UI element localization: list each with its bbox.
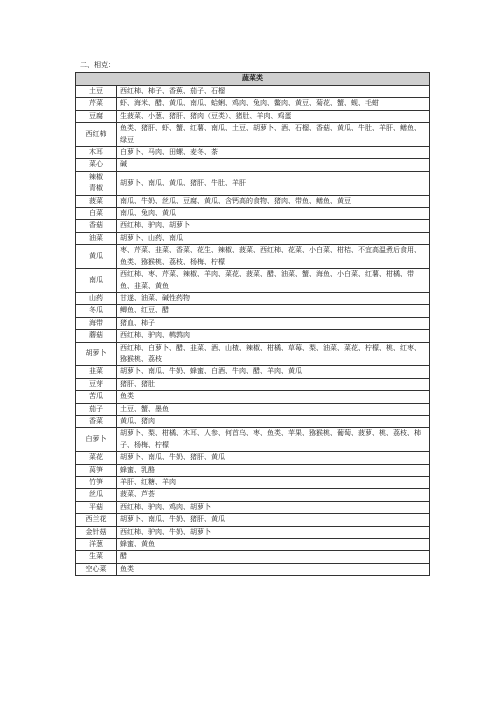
table-row <box>76 391 430 403</box>
table-row <box>76 514 430 526</box>
table-row <box>76 305 430 317</box>
table-row <box>76 489 430 501</box>
table-row <box>76 464 430 476</box>
table-row <box>76 551 430 563</box>
vegetable-name: 菜花 <box>76 452 117 464</box>
conflicting-foods: 虾、海米、醋、黄瓜、南瓜、蛤蜊、鸡肉、兔肉、鳖肉、黄豆、菊花、蟹、蚬、毛蚶 <box>117 98 430 110</box>
section-title: 二、相克： <box>80 61 115 69</box>
table-row <box>76 86 430 98</box>
conflicting-foods: 猪血、柿子 <box>117 317 430 329</box>
vegetable-name: 土豆 <box>76 86 117 98</box>
conflicting-foods: 枣、芹菜、韭菜、香菜、花生、辣椒、菠菜、西红柿、花菜、小白菜、柑桔、不宜高温煮后食用、鱼类、猕猴桃、荔枝、杨梅、柠檬 <box>117 245 430 269</box>
table-row <box>76 330 430 342</box>
vegetable-name: 丝瓜 <box>76 489 117 501</box>
conflicting-foods: 土豆、蟹、墨鱼 <box>117 403 430 415</box>
table-row <box>76 159 430 171</box>
conflicting-foods: 西红柿、驴肉、鹌鹑肉 <box>117 330 430 342</box>
table-row <box>76 171 430 195</box>
vegetable-name: 南瓜 <box>76 269 117 293</box>
vegetable-name: 香菜 <box>76 415 117 427</box>
vegetable-name: 胡萝卜 <box>76 342 117 366</box>
conflicting-foods: 胡萝卜、南瓜、黄瓜、猪肝、牛肚、羊肝 <box>117 171 430 195</box>
table-header: 蔬菜类 <box>76 73 430 86</box>
table-row <box>76 415 430 427</box>
table-row <box>76 269 430 293</box>
table-row <box>76 208 430 220</box>
conflicting-foods: 胡萝卜、南瓜、牛奶、蜂蜜、白酒、牛肉、醋、羊肉、黄瓜 <box>117 366 430 378</box>
table-row <box>76 123 430 147</box>
vegetable-name: 平菇 <box>76 501 117 513</box>
conflicting-foods: 西红柿、驴肉、鸡肉、胡萝卜 <box>117 501 430 513</box>
vegetable-name: 菠菜 <box>76 195 117 207</box>
conflicting-foods: 西红柿、驴肉、牛奶、胡萝卜 <box>117 526 430 538</box>
table-row <box>76 292 430 304</box>
vegetable-name: 木耳 <box>76 147 117 159</box>
food-conflict-table <box>75 72 430 576</box>
table-row <box>76 378 430 390</box>
vegetable-name: 蘑菇 <box>76 330 117 342</box>
vegetable-name: 山药 <box>76 292 117 304</box>
vegetable-name: 豆腐 <box>76 110 117 122</box>
vegetable-name: 黄瓜 <box>76 245 117 269</box>
conflicting-foods: 南瓜、兔肉、黄瓜 <box>117 208 430 220</box>
table-body <box>76 86 430 576</box>
vegetable-name: 茄子 <box>76 403 117 415</box>
vegetable-name: 竹笋 <box>76 477 117 489</box>
table-row <box>76 477 430 489</box>
vegetable-name: 苦瓜 <box>76 391 117 403</box>
vegetable-name: 西兰花 <box>76 514 117 526</box>
conflicting-foods: 胡萝卜、南瓜、牛奶、猪肝、黄瓜 <box>117 514 430 526</box>
conflicting-foods: 白萝卜、马肉、田螺、麦冬、茶 <box>117 147 430 159</box>
conflicting-foods: 蜂蜜、黄鱼 <box>117 539 430 551</box>
vegetable-name: 生菜 <box>76 551 117 563</box>
vegetable-name: 西红柿 <box>76 123 117 147</box>
conflicting-foods: 西红柿、枣、芹菜、辣椒、羊肉、菜花、菠菜、醋、油菜、蟹、海鱼、小白菜、红薯、柑橘、带鱼、韭菜、黄鱼 <box>117 269 430 293</box>
table-row <box>76 501 430 513</box>
vegetable-name: 香菇 <box>76 220 117 232</box>
conflicting-foods: 胡萝卜、梨、柑橘、木耳、人参、何首乌、枣、鱼类、苹果、猕猴桃、葡萄、菠萝、桃、荔枝、柿子、杨梅、柠檬 <box>117 428 430 452</box>
table-row <box>76 366 430 378</box>
conflicting-foods: 西红柿、柿子、香蕉、茄子、石榴 <box>117 86 430 98</box>
conflicting-foods: 菠菜、芦荟 <box>117 489 430 501</box>
table-row <box>76 526 430 538</box>
conflicting-foods: 鱼类 <box>117 391 430 403</box>
conflicting-foods: 鲫鱼、红豆、醋 <box>117 305 430 317</box>
vegetable-name: 冬瓜 <box>76 305 117 317</box>
conflicting-foods: 南瓜、牛奶、丝瓜、豆腐、黄瓜、含钙高的食物、猪肉、带鱼、鳝鱼、黄豆 <box>117 195 430 207</box>
conflicting-foods: 碱 <box>117 159 430 171</box>
vegetable-name: 菜心 <box>76 159 117 171</box>
vegetable-name: 洋葱 <box>76 539 117 551</box>
vegetable-name: 芹菜 <box>76 98 117 110</box>
vegetable-name: 韭菜 <box>76 366 117 378</box>
conflicting-foods: 鱼类、猪肝、虾、蟹、红薯、南瓜、土豆、胡萝卜、酒、石榴、香菇、黄瓜、牛肚、羊肝、鳝鱼、绿豆 <box>117 123 430 147</box>
vegetable-name: 辣椒 青椒 <box>76 171 117 195</box>
table-row <box>76 98 430 110</box>
conflicting-foods: 胡萝卜、南瓜、牛奶、猪肝、黄瓜 <box>117 452 430 464</box>
table-row <box>76 147 430 159</box>
vegetable-name: 白菜 <box>76 208 117 220</box>
vegetable-name: 豆芽 <box>76 378 117 390</box>
table-row <box>76 317 430 329</box>
table-row <box>76 563 430 575</box>
table-header-row <box>76 73 430 86</box>
conflicting-foods: 鱼类 <box>117 563 430 575</box>
vegetable-name: 海带 <box>76 317 117 329</box>
vegetable-name: 莴笋 <box>76 464 117 476</box>
conflicting-foods: 猪肝、猪肚 <box>117 378 430 390</box>
vegetable-name: 空心菜 <box>76 563 117 575</box>
table-row <box>76 110 430 122</box>
conflicting-foods: 西红柿、驴肉、胡萝卜 <box>117 220 430 232</box>
vegetable-name: 油菜 <box>76 232 117 244</box>
vegetable-name: 金针菇 <box>76 526 117 538</box>
table-row <box>76 539 430 551</box>
table-row <box>76 428 430 452</box>
table-row <box>76 403 430 415</box>
conflicting-foods: 蜂蜜、乳酪 <box>117 464 430 476</box>
table-row <box>76 195 430 207</box>
conflicting-foods: 醋 <box>117 551 430 563</box>
conflicting-foods: 甘遂、油菜、碱性药物 <box>117 292 430 304</box>
table-row <box>76 342 430 366</box>
table-row <box>76 232 430 244</box>
table-row <box>76 220 430 232</box>
conflicting-foods: 羊肝、红糖、羊肉 <box>117 477 430 489</box>
table-row <box>76 245 430 269</box>
conflicting-foods: 胡萝卜、山药、南瓜 <box>117 232 430 244</box>
conflicting-foods: 黄瓜、猪肉 <box>117 415 430 427</box>
vegetable-name: 白萝卜 <box>76 428 117 452</box>
table-row <box>76 452 430 464</box>
conflicting-foods: 生菠菜、小葱、猪肝、猪肉（豆类）、猪肚、羊肉、鸡蛋 <box>117 110 430 122</box>
conflicting-foods: 西红柿、白萝卜、醋、韭菜、酒、山楂、辣椒、柑橘、草莓、梨、油菜、菜花、柠檬、桃、红枣、猕猴桃、荔枝 <box>117 342 430 366</box>
